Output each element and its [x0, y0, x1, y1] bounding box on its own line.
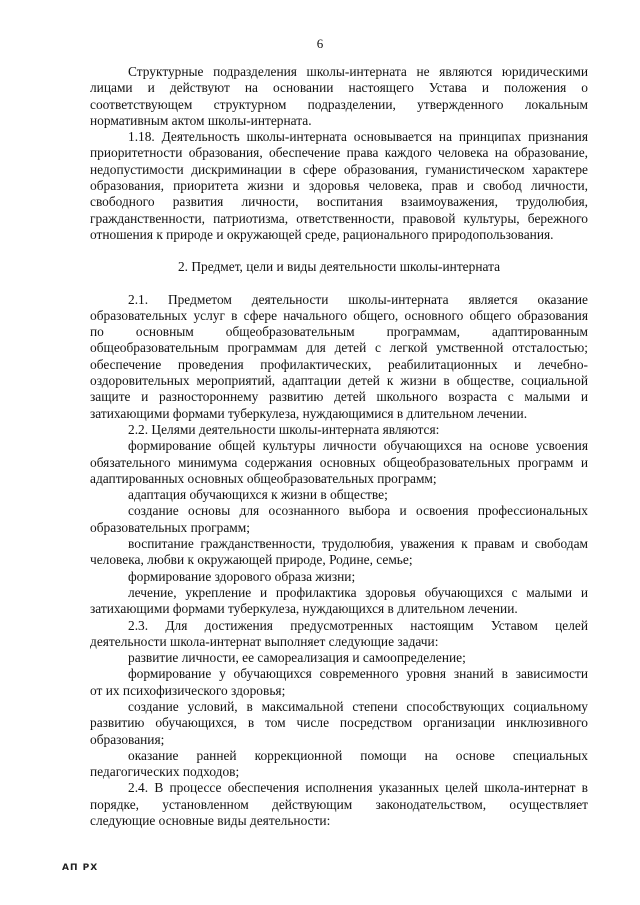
text-line: недопустимости дискриминации в сфере образования, гуманистическом характере: [90, 161, 588, 177]
text-line: формирование здорового образа жизни;: [128, 568, 356, 584]
text-line: обеспечение проведения профилактических, реабилитационных и лечебно-: [90, 356, 588, 372]
text-line: 2.1. Предметом деятельности школы-интерната является оказание: [128, 291, 588, 307]
text-line: 2.3. Для достижения предусмотренных настоящим Уставом целей: [128, 617, 588, 633]
text-line: общеобразовательным программам для детей с легкой умственной отсталостью;: [90, 340, 588, 356]
text-line: от их психофизического здоровья;: [90, 682, 286, 698]
footer-stamp: АП РХ: [62, 863, 99, 873]
text-line: создание основы для осознанного выбора и освоения профессиональных: [128, 503, 588, 519]
text-line: защите и разностороннему развитию детей школьного возраста с малыми и: [90, 389, 588, 405]
text-line: затихающими формами туберкулеза, нуждающихся в длительном лечении.: [90, 601, 518, 617]
text-line: соответствующем структурном подразделении, утвержденного локальным: [90, 96, 588, 112]
section-heading: 2. Предмет, цели и виды деятельности школы-интерната: [177, 259, 501, 275]
text-line: порядке, установленном действующим законодательством, осуществляет: [90, 796, 588, 812]
text-line: образовательных услуг в сфере начального общего, основного общего образования: [90, 307, 588, 323]
text-line: развитие личности, ее самореализация и самоопределение;: [128, 650, 466, 666]
text-line: нормативным актом школы-интерната.: [90, 112, 312, 128]
text-line: адаптированных основных общеобразовательных программ;: [90, 470, 437, 486]
text-line: педагогических подходов;: [90, 764, 240, 780]
text-line: формирование общей культуры личности обучающихся на основе усвоения: [128, 438, 588, 454]
text-line: обязательного минимума содержания основных общеобразовательных программ и: [90, 454, 588, 470]
text-line: человека, любви к окружающей природе, Родине, семье;: [90, 552, 413, 568]
text-line: 2.4. В процессе обеспечения исполнения указанных целей школа-интернат в: [128, 780, 588, 796]
text-line: оказание ранней коррекционной помощи на основе специальных: [128, 747, 588, 763]
text-line: Структурные подразделения школы-интерната не являются юридическими: [128, 64, 588, 79]
page-number: 6: [316, 36, 324, 51]
document-body: [90, 64, 588, 829]
text-line: создание условий, в максимальной степени способствующих социальному: [128, 698, 588, 714]
text-line: деятельности школа-интернат выполняет следующие задачи:: [90, 633, 439, 649]
text-line: свободного развития личности, воспитания взаимоуважения, трудолюбия,: [90, 194, 588, 210]
text-line: образования, приоритета жизни и здоровья человека, прав и свобод личности,: [90, 178, 588, 194]
text-line: отношения к природе и окружающей среде, рационального природопользования.: [90, 226, 554, 242]
text-line: оздоровительных мероприятий, адаптации детей к жизни в обществе, социальной: [90, 373, 588, 389]
text-line: следующие основные виды деятельности:: [90, 813, 331, 829]
text-line: по основным общеобразовательным программам, адаптированным: [90, 324, 588, 340]
text-line: образования;: [90, 731, 165, 747]
text-line: лицами и действуют на основании настоящего Устава и положения о: [90, 80, 588, 96]
paragraph-gap: [90, 243, 588, 259]
text-line: приоритетности образования, обеспечение права каждого человека на образование,: [90, 145, 588, 161]
text-line: формирование у обучающихся современного уровня знаний в зависимости: [128, 666, 588, 682]
text-line: развитию обучающихся, в том числе посредством организации инклюзивного: [90, 715, 588, 731]
paragraph-gap: [90, 276, 588, 292]
text-line: воспитание гражданственности, трудолюбия, уважения к правам и свободам: [128, 536, 588, 552]
text-line: адаптация обучающихся к жизни в обществе;: [128, 487, 388, 503]
text-line: образовательных программ;: [90, 519, 250, 535]
text-line: лечение, укрепление и профилактика здоровья обучающихся с малыми и: [128, 584, 588, 600]
text-line: 2.2. Целями деятельности школы-интерната являются:: [128, 421, 440, 437]
text-line: 1.18. Деятельность школы-интерната основывается на принципах признания: [128, 129, 588, 145]
text-line: затихающими формами туберкулеза, нуждающимися в длительном лечении.: [90, 405, 528, 421]
text-line: гражданственности, патриотизма, ответственности, правовой культуры, бережного: [90, 210, 588, 226]
